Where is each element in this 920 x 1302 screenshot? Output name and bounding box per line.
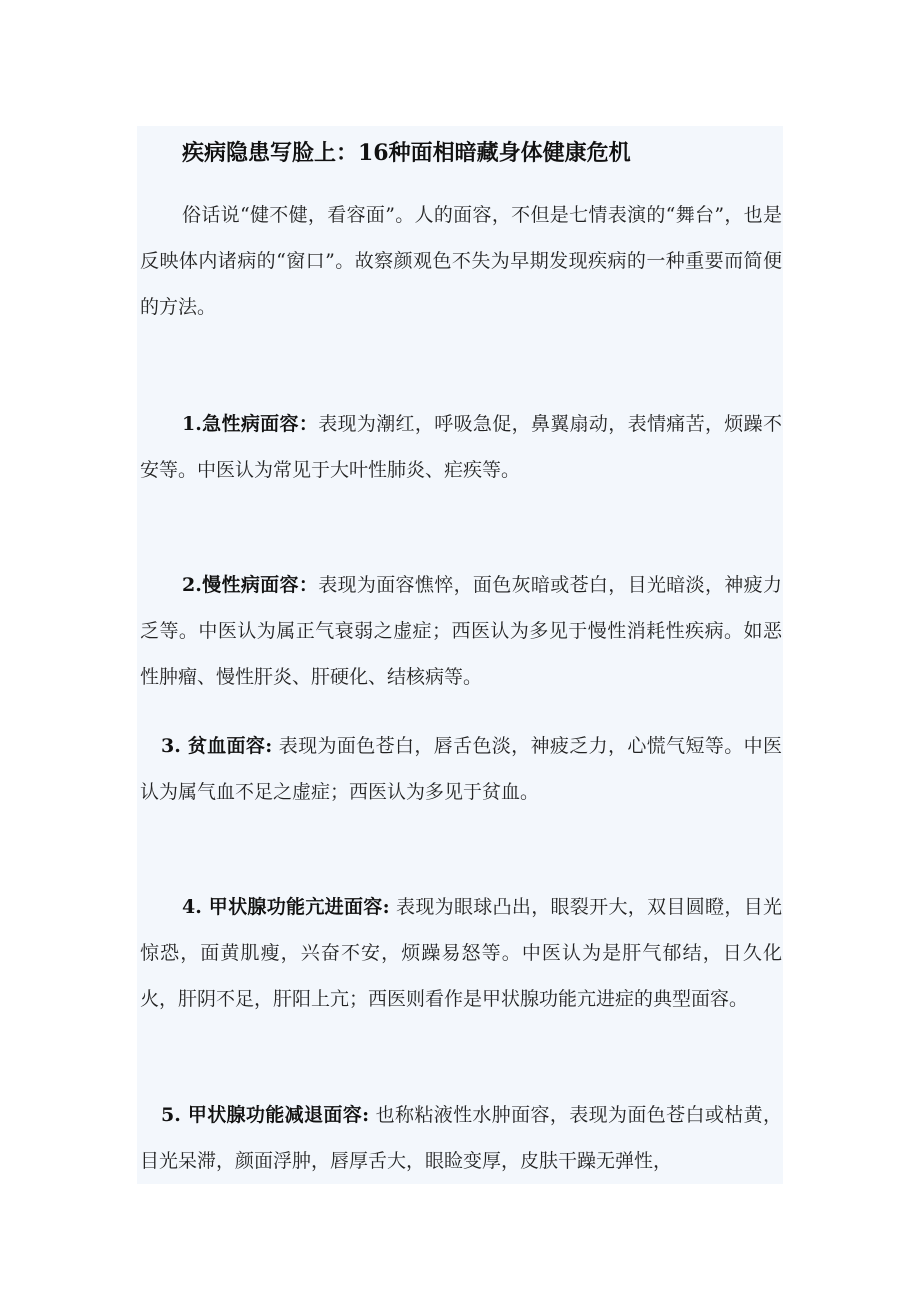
document-title: 疾病隐患写脸上：16种面相暗藏身体健康危机	[182, 140, 631, 166]
section-heading-1: 1.急性病面容：	[182, 413, 319, 435]
section-paragraph-3	[140, 723, 782, 815]
section-heading-4: 4. 甲状腺功能亢进面容:	[182, 896, 390, 918]
section-text-1: 表现为潮红，呼吸急促，鼻翼扇动，表情痛苦，烦躁不安等。中医认为常见于大叶性肺炎、疟疾等。	[140, 413, 782, 481]
section-paragraph-5	[140, 1092, 782, 1184]
section-paragraph-2	[140, 562, 782, 700]
section-text-2: 表现为面容憔悴，面色灰暗或苍白，目光暗淡，神疲力乏等。中医认为属正气衰弱之虚症；西医认为多见于慢性消耗性疾病。如恶性肿瘤、慢性肝炎、肝硬化、结核病等。	[140, 574, 782, 688]
section-heading-2: 2.慢性病面容：	[182, 574, 319, 596]
section-heading-5: 5. 甲状腺功能减退面容:	[161, 1104, 370, 1126]
section-heading-3: 3. 贫血面容:	[161, 735, 273, 757]
section-paragraph-1	[140, 401, 782, 493]
section-text-4: 表现为眼球凸出，眼裂开大，双目圆瞪，目光惊恐，面黄肌瘦，兴奋不安，烦躁易怒等。中医认为是肝气郁结，日久化火，肝阴不足，肝阳上亢；西医则看作是甲状腺功能亢进症的典型面容。	[140, 896, 783, 1010]
section-text-3: 表现为面色苍白，唇舌色淡，神疲乏力，心慌气短等。中医认为属气血不足之虚症；西医认为多见于贫血。	[140, 735, 783, 803]
intro-paragraph: 俗话说“健不健，看容面”。人的面容，不但是七情表演的“舞台”，也是反映体内诸病的“窗口”。故察颜观色不失为早期发现疾病的一种重要而简便的方法。	[140, 204, 782, 318]
section-text-5: 也称粘液性水肿面容，表现为面色苍白或枯黄，目光呆滞，颜面浮肿，唇厚舌大，眼睑变厚，皮肤干躁无弹性，	[140, 1104, 782, 1172]
section-paragraph-4	[140, 884, 782, 1022]
